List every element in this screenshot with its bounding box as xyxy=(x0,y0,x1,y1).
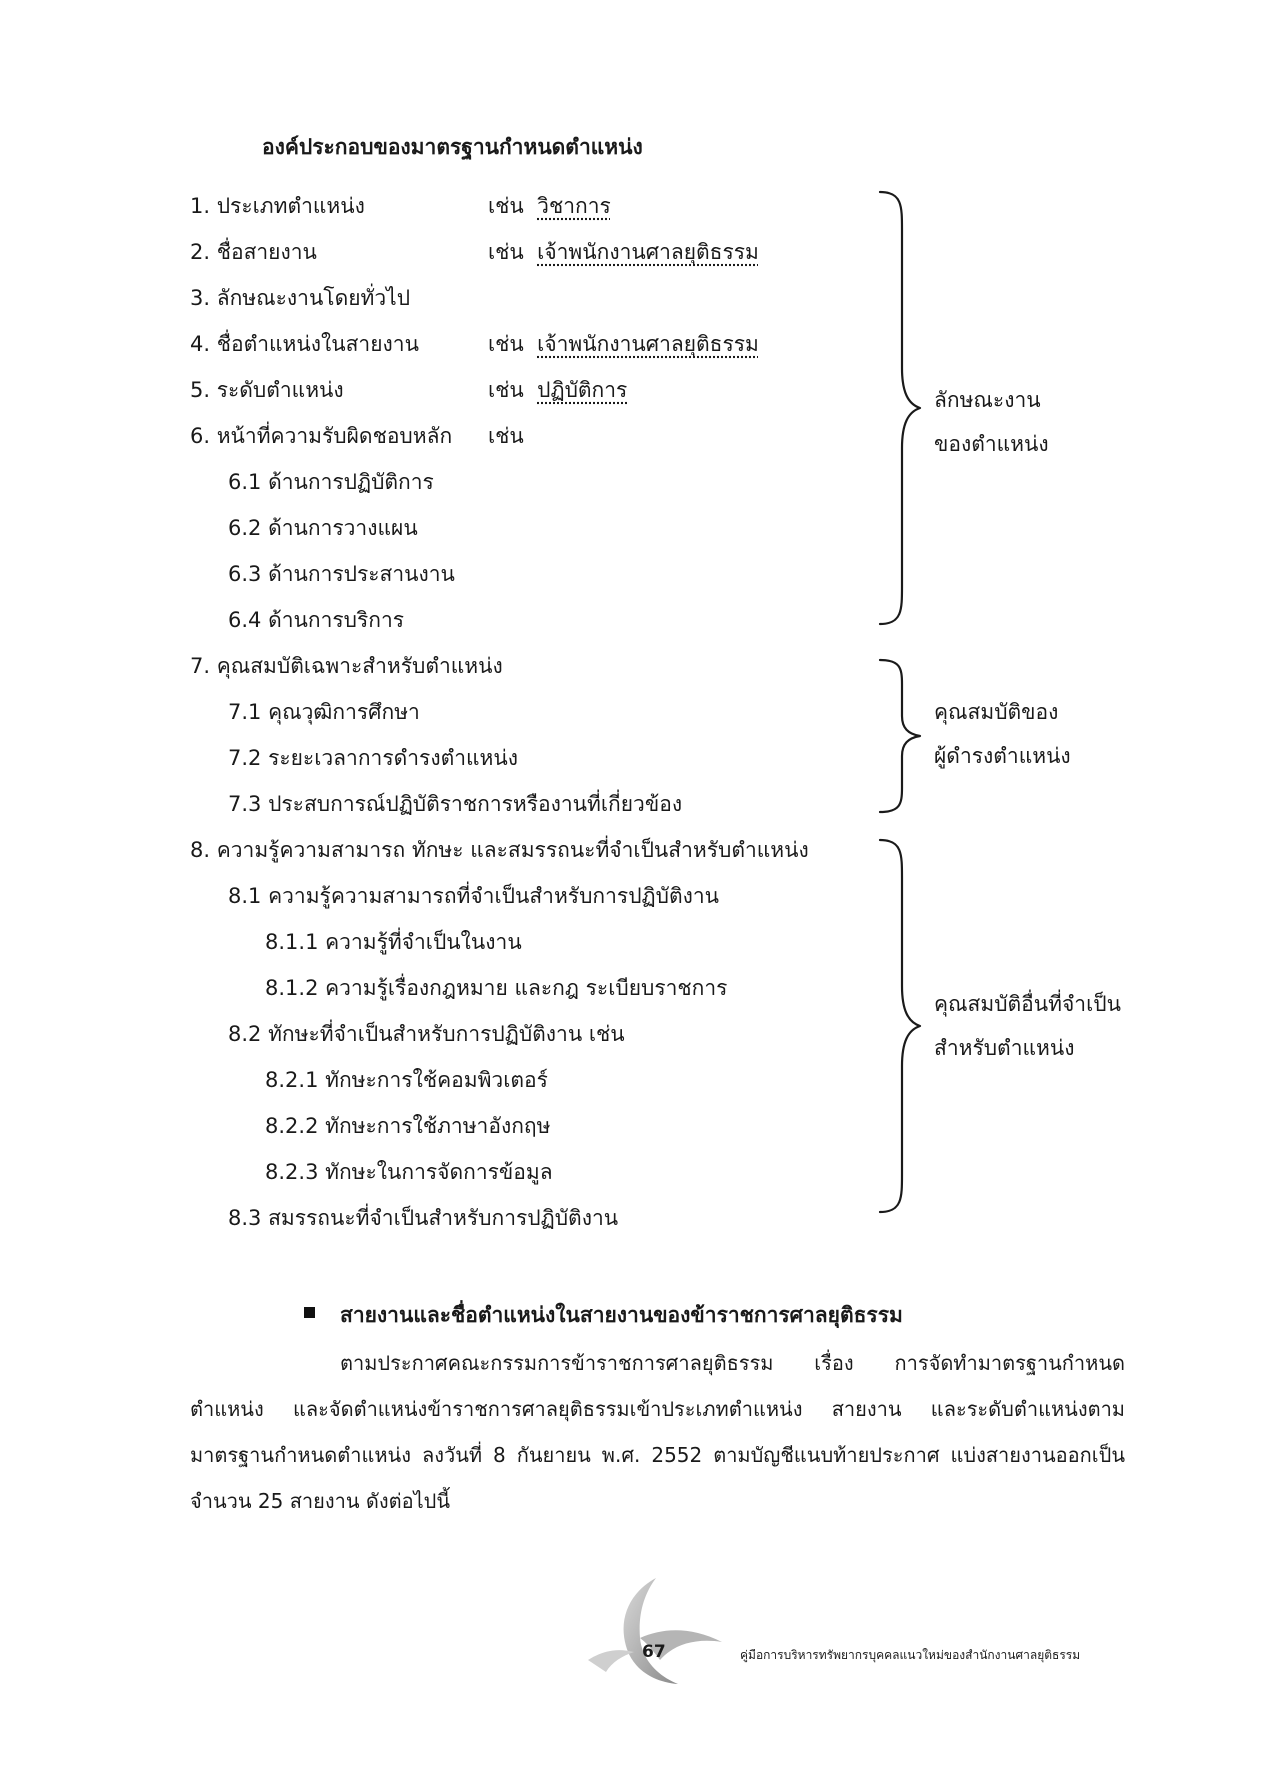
list-item xyxy=(265,1158,553,1186)
swirl-logo-icon xyxy=(578,1572,728,1692)
list-item xyxy=(228,744,518,772)
group-label-line: ลักษณะงาน xyxy=(934,388,1041,412)
item-label: 8.2.1 ทักษะการใช้คอมพิวเตอร์ xyxy=(265,1068,548,1092)
item-label: 8.2.2 ทักษะการใช้ภาษาอังกฤษ xyxy=(265,1114,551,1138)
list-item xyxy=(190,284,410,312)
item-label: 8.2 ทักษะที่จำเป็นสำหรับการปฏิบัติงาน เช่น xyxy=(228,1022,625,1046)
right-brace xyxy=(878,658,924,814)
list-item xyxy=(228,882,719,910)
list-item xyxy=(190,836,809,864)
example xyxy=(488,192,611,220)
list-item xyxy=(228,560,455,588)
example xyxy=(488,422,524,450)
item-label: 1. ประเภทตำแหน่ง xyxy=(190,194,365,218)
item-label: 7. คุณสมบัติเฉพาะสำหรับตำแหน่ง xyxy=(190,654,503,678)
example-label: เช่น xyxy=(488,240,524,264)
example-label: เช่น xyxy=(488,332,524,356)
body-paragraph xyxy=(190,1340,1125,1524)
list-item xyxy=(228,606,404,634)
list-item xyxy=(228,790,682,818)
item-label: 8.1.2 ความรู้เรื่องกฎหมาย และกฎ ระเบียบราชการ xyxy=(265,976,728,1000)
example-label: เช่น xyxy=(488,424,524,448)
section-title: องค์ประกอบของมาตรฐานกำหนดตำแหน่ง xyxy=(262,135,643,159)
group-label-line: ผู้ดำรงตำแหน่ง xyxy=(934,744,1071,768)
item-label: 4. ชื่อตำแหน่งในสายงาน xyxy=(190,332,419,356)
example xyxy=(488,376,627,404)
footer-title: คู่มือการบริหารทรัพยากรบุคคลแนวใหม่ของสำนักงานศาลยุติธรรม xyxy=(740,1648,1081,1662)
list-item xyxy=(228,1020,625,1048)
right-brace xyxy=(878,190,924,626)
item-label: 7.2 ระยะเวลาการดำรงตำแหน่ง xyxy=(228,746,519,770)
paragraph-text: ตามประกาศคณะกรรมการข้าราชการศาลยุติธรรม เรื่อง การจัดทำมาตรฐานกำหนดตำแหน่ง และจัดตำแหน่งข้าราชการศาลยุติธรรมเข้าประเภทตำแหน่ง สายงาน และระดับตำแหน่งตามมาตรฐานกำหนดตำแหน่ง ลงวันที่ 8 กันยายน พ.ศ. 2552 ตามบัญชีแนบท้ายประกาศ แบ่งสายงานออกเป็นจำนวน 25 สายงาน ดังต่อไปนี้ xyxy=(190,1351,1125,1513)
list-item xyxy=(190,238,317,266)
right-brace xyxy=(878,838,924,1214)
item-label: 7.3 ประสบการณ์ปฏิบัติราชการหรืองานที่เกี่ยวข้อง xyxy=(228,792,683,816)
item-label: 6.4 ด้านการบริการ xyxy=(228,608,405,632)
item-label: 8.3 สมรรถนะที่จำเป็นสำหรับการปฏิบัติงาน xyxy=(228,1206,619,1230)
list-item xyxy=(228,514,418,542)
list-item xyxy=(228,1204,618,1232)
subsection-title: สายงานและชื่อตำแหน่งในสายงานของข้าราชการศาลยุติธรรม xyxy=(340,1303,903,1327)
item-label: 8.1 ความรู้ความสามารถที่จำเป็นสำหรับการปฏิบัติงาน xyxy=(228,884,719,908)
item-label: 5. ระดับตำแหน่ง xyxy=(190,378,344,402)
list-item xyxy=(190,192,365,220)
list-item xyxy=(228,698,420,726)
item-label: 6.2 ด้านการวางแผน xyxy=(228,516,418,540)
item-label: 8.2.3 ทักษะในการจัดการข้อมูล xyxy=(265,1160,553,1184)
item-label: 6.3 ด้านการประสานงาน xyxy=(228,562,455,586)
example-value: เจ้าพนักงานศาลยุติธรรม xyxy=(537,332,759,356)
group-label-line: คุณสมบัติของ xyxy=(934,700,1059,724)
group-label-line: สำหรับตำแหน่ง xyxy=(934,1036,1075,1060)
group-label xyxy=(934,698,1071,770)
item-label: 8. ความรู้ความสามารถ ทักษะ และสมรรถนะที่จำเป็นสำหรับตำแหน่ง xyxy=(190,838,809,862)
group-label-line: ของตำแหน่ง xyxy=(934,432,1049,456)
group-label xyxy=(934,990,1121,1062)
item-label: 8.1.1 ความรู้ที่จำเป็นในงาน xyxy=(265,930,522,954)
list-item xyxy=(265,928,522,956)
list-item xyxy=(190,652,503,680)
list-item xyxy=(190,376,344,404)
item-label: 2. ชื่อสายงาน xyxy=(190,240,317,264)
example-value: ปฏิบัติการ xyxy=(537,378,628,402)
item-label: 6.1 ด้านการปฏิบัติการ xyxy=(228,470,434,494)
list-item xyxy=(190,422,452,450)
list-item xyxy=(190,330,419,358)
group-label-line: คุณสมบัติอื่นที่จำเป็น xyxy=(934,992,1121,1016)
example-label: เช่น xyxy=(488,378,524,402)
square-bullet-icon xyxy=(304,1307,315,1318)
item-label: 6. หน้าที่ความรับผิดชอบหลัก xyxy=(190,424,453,448)
list-item xyxy=(265,1112,551,1140)
page-number: 67 xyxy=(642,1642,666,1662)
example xyxy=(488,238,759,266)
list-item xyxy=(265,974,727,1002)
example-value: วิชาการ xyxy=(537,194,611,218)
item-label: 7.1 คุณวุฒิการศึกษา xyxy=(228,700,420,724)
group-label xyxy=(934,386,1049,458)
list-item xyxy=(228,468,434,496)
list-item xyxy=(265,1066,548,1094)
example xyxy=(488,330,759,358)
example-value: เจ้าพนักงานศาลยุติธรรม xyxy=(537,240,759,264)
item-label: 3. ลักษณะงานโดยทั่วไป xyxy=(190,286,411,310)
example-label: เช่น xyxy=(488,194,524,218)
